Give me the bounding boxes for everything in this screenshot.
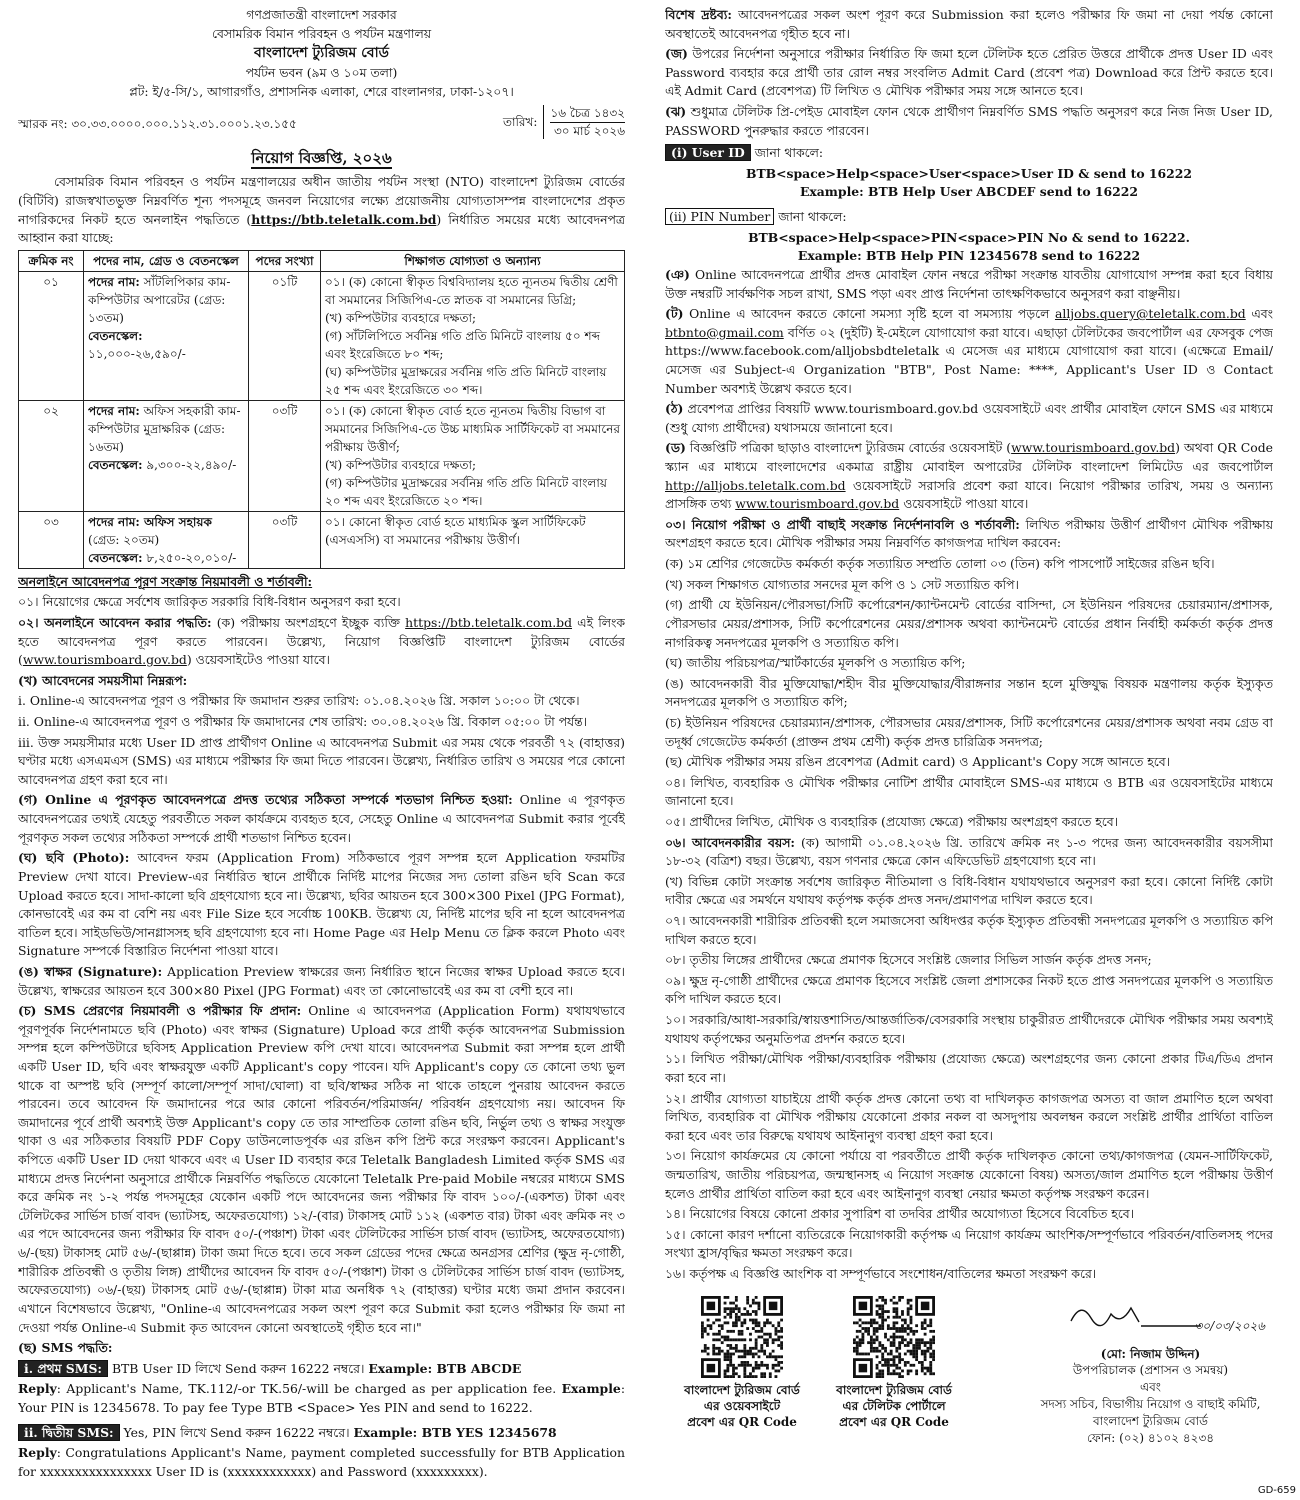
signatory-designation: উপপরিচালক (প্রশাসন ও সমন্বয়) [1072, 1363, 1229, 1378]
doc-item: (চ) ইউনিয়ন পরিষদের চেয়ারম্যান/প্রশাসক, পৌরসভার মেয়র/প্রশাসক, সিটি কর্পোরেশনের মেয়র/প্রশাসক অথবা নবম গ্রেড বা তদূর্ধ্ব গেজেটেড কর্মকর্তা (প্রাক্তন প্রথম শ্রেণী) কর্তৃক প্রদত্ত চারিত্রিক সনদপত্র; [665, 714, 1273, 749]
section-08: ০৮। তৃতীয় লিঙ্গের প্রার্থীদের ক্ষেত্রে প্রমাণক হিসেবে সংশ্লিষ্ট জেলার সিভিল সার্জন কর্তৃক প্রদত্ত সনদ; [665, 952, 1152, 968]
signature-date: ৩০/০৩/২০২৬ [1194, 1318, 1265, 1333]
sms-method-heading: (ছ) SMS পদ্ধতি: [18, 1340, 113, 1356]
table-row [19, 511, 625, 568]
qr-teletalk[interactable]: বাংলাদেশ ট্যুরিজম বোর্ড এর টেলিটক পোর্টালে প্রবেশ এর QR Code [825, 1296, 963, 1431]
table-row [19, 400, 625, 511]
qr-website[interactable]: বাংলাদেশ ট্যুরিজম বোর্ড এর ওয়েবসাইটে প্রবেশ এর QR Code [673, 1296, 811, 1431]
section-05: ০৫। প্রার্থীদের লিখিত, মৌখিক ও ব্যবহারিক (প্রযোজ্য ক্ষেত্রে) পরীক্ষায় অংশগ্রহণ করতে হবে। [665, 813, 1119, 829]
sms-first: i. প্রথম SMS: BTB User ID লিখে Send করুন 16222 নম্বরে। Example: BTB ABCDE [18, 1360, 625, 1379]
sms-second-label: ii. দ্বিতীয় SMS: [18, 1424, 120, 1441]
doc-item: (ক) ১ম শ্রেণির গেজেটেড কর্মকর্তা কর্তৃক সত্যায়িত সম্প্রতি তোলা ০৩ (তিন) কপি পাসপোর্ট সাইজের রঙিন ছবি। [665, 556, 1215, 572]
left-column [18, 6, 625, 1496]
section-12: ১২। প্রার্থীর যোগ্যতা যাচাইয়ে প্রার্থী কর্তৃক প্রদত্ত কোনো তথ্য বা দাখিলকৃত কাগজপত্র অসত্য বা জাল প্রমাণিত হলে অথবা লিখিত, ব্যবহারিক বা মৌখিক পরীক্ষায় যেকোনো প্রকার নকল বা অসদুপায় অবলম্বন করলে সংশ্লিষ্ট প্রার্থীর প্রার্থিতা বাতিল করা হবে এবং তার বিরুদ্ধে যথাযথ আইনানুগ ব্যবস্থা গ্রহণ করা হবে। [665, 1090, 1273, 1143]
row-qualification: ০১। (ক) কোনো স্বীকৃত বোর্ড হতে ন্যূনতম দ্বিতীয় বিভাগ বা সমমানের সিজিপিএ-তে উচ্চ মাধ্যমিক সার্টিফিকেট বা সমমানের পরীক্ষায় উত্তীর্ণ; (খ) কম্পিউটার ব্যবহারে দক্ষতা; (গ) কম্পিউটার মুদ্রাক্ষরের সর্বনিম্ন গতি প্রতি মিনিটে বাংলায় ২০ শব্দ এবং ইংরেজিতে ২০ শব্দ। [321, 400, 625, 511]
qr-code-icon [701, 1296, 783, 1378]
signatory-committee: সদস্য সচিব, বিভাগীয় নিয়োগ ও বাছাই কমিটি, [1040, 1397, 1261, 1411]
section-ta: (ট) Online এ আবেদন করতে কোনো সমস্যা সৃষ্টি হলে বা সমস্যায় পড়লে alljobs.query@teletalk.com.bd এবং btbnto@gmail.com বর্ণিত ০২ (দুইটি) ই-মেইলে যোগাযোগ করা যাবে। এছাড়া টেলিটকের জবপোর্টাল এর ফেসবুক পেজ https://www.facebook.com/alljobsbdteletalk এ মেসেজ এর মাধ্যমে যোগাযোগ করা যাবে। (এক্ষেত্রে Email/মেসেজ এর Subject-এ Organization "BTB", Post Name: ****, Applicant's User ID ও Contact Number অবশ্যই উল্লেখ করতে হবে। [665, 306, 1273, 396]
qr-code-icon [853, 1296, 935, 1378]
sms-second-reply: Reply: Congratulations Applicant's Name, payment completed successfully for BTB Application for xxxxxxxxxxxxxxxx User ID is (xxxxxxxxxxxx) and Password (xxxxxxxxx). [18, 1445, 625, 1479]
doc-item: (গ) প্রার্থী যে ইউনিয়ন/পৌরসভা/সিটি কর্পোরেশন/ক্যান্টনমেন্ট বোর্ডের বাসিন্দা, সে ইউনিয়ন পরিষদের চেয়ারম্যান/প্রশাসক, পৌরসভার মেয়র/প্রশাসক, সিটি কর্পোরেশনের মেয়র/প্রশাসক অথবা ক্যান্টনমেন্ট বোর্ডের প্রধান নির্বাহী কর্মকর্তা কর্তৃক প্রদত্ত নাগরিকত্ব সনদপত্রের মূলকপি ও সত্যায়িত কপি। [665, 597, 1273, 650]
row-serial: ০১ [19, 271, 84, 400]
th-post-name: পদের নাম, গ্রেড ও বেতনস্কেল [84, 250, 249, 271]
row-serial: ০৩ [19, 511, 84, 568]
section-ja: (জ) উপরের নির্দেশনা অনুসারে পরীক্ষার নির্ধারিত ফি জমা হলে টেলিটক হতে প্রেরিত উত্তরে প্রার্থীকে প্রদত্ত User ID এবং Password ব্যবহার করে প্রার্থী তার রোল নম্বর সংবলিত Admit Card (প্রবেশ পত্র) Download করে প্রিন্ট করতে হবে। এই Admit Card (প্রবেশপত্র) টি লিখিত ও মৌখিক পরীক্ষার সময় সঙ্গে আনতে হবে। [665, 46, 1273, 99]
date-box [543, 105, 625, 138]
section-03: ০৩। নিয়োগ পরীক্ষা ও প্রার্থী বাছাই সংক্রান্ত নির্দেশনাবলি ও শর্তাবলী: লিখিত পরীক্ষায় উত্তীর্ণ প্রার্থীগণ মৌখিক পরীক্ষায় অংশগ্রহণ করতে হবে। মৌখিক পরীক্ষার সময় নিম্নবর্ণিত কাগজপত্র দাখিল করবেন: [665, 516, 1273, 551]
section-14: ১৪। নিয়োগের বিষয়ে কোনো প্রকার সুপারিশ বা তদবির প্রার্থীর অযোগ্যতা হিসেবে বিবেচিত হবে। [665, 1206, 1135, 1222]
signature-block [1028, 1296, 1273, 1447]
section-06: ০৬। আবেদনকারীর বয়স: (ক) আগামী ০১.০৪.২০২৬ খ্রি. তারিখে ক্রমিক নং ১-৩ পদের জন্য আবেদনকারীর বয়সসীমা ১৮-৩২ (বত্রিশ) বছর। উল্লেখ্য, বয়স গণনার ক্ষেত্রে কোন এফিডেভিট গ্রহণযোগ্য হবে না। [665, 834, 1273, 869]
memo-row [18, 105, 625, 138]
doc-item: (ঘ) জাতীয় পরিচয়পত্র/স্মার্টকার্ডের মূলকপি ও সত্যায়িত কপি; [665, 655, 966, 671]
th-qualification: শিক্ষাগত যোগ্যতা ও অন্যান্য [321, 250, 625, 271]
section-09: ০৯। ক্ষুদ্র নৃ-গোষ্ঠী প্রার্থীদের ক্ষেত্রে প্রমাণক হিসেবে সংশ্লিষ্ট জেলা প্রশাসকের নিকট হতে প্রাপ্ত সনদপত্রের মূলকপি ও সত্যায়িত কপি দাখিল করতে হবে। [665, 972, 1273, 1007]
userid-known: (i) User ID জানা থাকলে: [665, 144, 1273, 163]
header-organization: বাংলাদেশ ট্যুরিজম বোর্ড [254, 45, 389, 62]
pin-command: BTB<space>Help<space>PIN<space>PIN No & send to 16222. [748, 229, 1190, 245]
rules-heading: অনলাইনে আবেদনপত্র পূরণ সংক্রান্ত নিয়মাবলী ও শর্তাবলী: [18, 573, 313, 589]
intro-link[interactable]: https://btb.teletalk.com.bd [251, 211, 437, 227]
table-row [19, 271, 625, 400]
signatory-org: বাংলাদেশ ট্যুরিজম বোর্ড [1093, 1413, 1208, 1428]
notice-title: নিয়োগ বিজ্ঞপ্তি, ২০২৬ [251, 148, 392, 167]
btb-email-link[interactable]: btbnto@gmail.com [665, 324, 784, 340]
rule-01: ০১। নিয়োগের ক্ষেত্রে সর্বশেষ জারিকৃত সরকারি বিধি-বিধান অনুসরণ করা হবে। [18, 594, 401, 610]
signatory-phone: ফোন: (০২) ৪১০২ ৪২৩৪ [1086, 1430, 1215, 1445]
row-count: ০১টি [249, 271, 321, 400]
website-link[interactable]: www.tourismboard.gov.bd [22, 652, 187, 668]
doc-item: (ছ) মৌখিক পরীক্ষার সময় রঙিন প্রবেশপত্র (Admit card) ও Applicant's Copy সঙ্গে আনতে হবে। [665, 754, 1171, 770]
header-building: পর্যটন ভবন (৯ম ও ১০ম তলা) [245, 65, 398, 81]
th-post-count: পদের সংখ্যা [249, 250, 321, 271]
office-header [18, 6, 625, 101]
date-bangla: ১৬ চৈত্র ১৪৩২ [550, 105, 625, 122]
signature-area [665, 1296, 1273, 1466]
special-note: বিশেষ দ্রষ্টব্য: আবেদনপত্রের সকল অংশ পূরণ করে Submission করা হলেও পরীক্ষার ফি জমা না দেয়া পর্যন্ত কোনো অবস্থাতেই আবেদনপত্র গৃহীত হবে না। [665, 7, 1273, 41]
deadline-start: i. Online-এ আবেদনপত্র পূরণ ও পরীক্ষার ফি জমাদান শুরুর তারিখ: ০১.০৪.২০২৬ খ্রি. সকাল ১০:০০ টা থেকে। [18, 693, 580, 709]
section-signature: (ঙ) স্বাক্ষর (Signature): Application Preview স্বাক্ষরের জন্য নির্ধারিত স্থানে নিজের স্বাক্ষর Upload করতে হবে। উল্লেখ্য, স্বাক্ষরের আয়তন হবে 300×80 Pixel (JPG Format) এবং তা কোনোভাবেই এর কম বা বেশী হবে না। [18, 963, 625, 998]
row-post: পদের নাম: অফিস সহকারী কাম-কম্পিউটার মুদ্রাক্ষরিক (গ্রেড: ১৬তম) বেতনস্কেল: ৯,৩০০-২২,৪৯০/- [84, 400, 249, 511]
section-ga: (গ) Online এ পূরণকৃত আবেদনপত্রে প্রদত্ত তথ্যের সঠিকতা সম্পর্কে শতভাগ নিশ্চিত হওয়া: Online এ পূরণকৃত আবেদনপত্রের তথ্যই যেহেতু পরবর্তীতে সকল কার্যক্রমে ব্যবহৃত হবে, সেহেতু Online এ আবেদনপত্র Submit করার পূর্বেই পূরণকৃত সকল তথ্যের সঠিকতা সম্পর্কে প্রার্থী শতভাগ নিশ্চিত হবেন। [18, 792, 625, 845]
section-10: ১০। সরকারি/আধা-সরকারি/স্বায়ত্তশাসিত/আন্তর্জাতিক/বেসরকারি সংস্থায় চাকুরীরত প্রার্থীদেরকে মৌখিক পরীক্ষার সময় অবশ্যই যথাযথ কর্তৃপক্ষের অনুমতিপত্র প্রদর্শন করতে হবে। [665, 1012, 1273, 1046]
doc-item: (ঙ) আবেদনকারী বীর মুক্তিযোদ্ধা/শহীদ বীর মুক্তিযোদ্ধার/বীরাঙ্গনার সন্তান হলে মুক্তিযুদ্ধ বিষয়ক মন্ত্রণালয় কর্তৃক ইস্যুকৃত সনদপত্রের মূলকপি ও সত্যায়িত কপি; [665, 675, 1273, 710]
pin-known: (ii) PIN Number জানা থাকলে: [665, 208, 1273, 227]
tourismboard-link[interactable]: www.tourismboard.gov.bd [1011, 440, 1176, 456]
signatory-and: এবং [1140, 1380, 1161, 1395]
doc-item: (খ) সকল শিক্ষাগত যোগ্যতার সনদের মূল কপি ও ১ সেট সত্যায়িত কপি। [665, 576, 1019, 592]
signatory-name: (মো: নিজাম উদ্দিন) [1100, 1346, 1201, 1361]
sms-first-reply: Reply: Applicant's Name, TK.112/-or TK.56/-will be charged as per application fee. Example: Your PIN is 12345678. To pay fee Type BTB <Space> Yes PIN and send to 16222. [18, 1381, 625, 1415]
section-16: ১৬। কর্তৃপক্ষ এ বিজ্ঞপ্তি আংশিক বা সম্পূর্ণভাবে সংশোধন/বাতিলের ক্ষমতা সংরক্ষণ করে। [665, 1266, 1097, 1281]
userid-example: Example: BTB Help User ABCDEF send to 16222 [799, 184, 1139, 200]
userid-command: BTB<space>Help<space>User<space>User ID & send to 16222 [745, 165, 1192, 181]
footer-code: GD-659 [1257, 1485, 1296, 1496]
deadline-heading: (খ) আবেদনের সময়সীমা নিম্নরূপ: [18, 672, 188, 688]
section-11: ১১। লিখিত পরীক্ষা/মৌখিক পরীক্ষা/ব্যবহারিক পরীক্ষায় (প্রযোজ্য ক্ষেত্রে) অংশগ্রহণের জন্য কোনো প্রকার টিএ/ডিএ প্রদান করা হবে না। [665, 1051, 1273, 1085]
section-jha: (ঝ) শুধুমাত্র টেলিটক প্রি-পেইড মোবাইল ফোন থেকে প্রার্থীগণ নিম্নবর্ণিত SMS পদ্ধতি অনুসরণ করে নিজ নিজ User ID, PASSWORD পুনরুদ্ধার করতে পারবেন। [665, 104, 1273, 138]
section-06-kha: (খ) বিভিন্ন কোটা সংক্রান্ত সর্বশেষ জারিকৃত নীতিমালা ও বিধি-বিধান যথাযথভাবে অনুসরণ করা হবে। কোনো নির্দিষ্ট কোটা দাবীর ক্ষেত্রে এর সমর্থনে যথাযথ কর্তৃপক্ষ কর্তৃক প্রদত্ত সনদ/প্রমাণপত্র দাখিল করতে হবে। [665, 873, 1273, 908]
posts-table-header [19, 250, 625, 271]
rule-02: ০২। অনলাইনে আবেদন করার পদ্ধতি: (ক) পরীক্ষায় অংশগ্রহণে ইচ্ছুক ব্যক্তি https://btb.teletalk.com.bd এই লিংক হতে আবেদনপত্র পূরণ করতে পারবেন। উল্লেখ্য, নিয়োগ বিজ্ঞপ্তিটি বাংলাদেশ ট্যুরিজম বোর্ডের (www.tourismboard.gov.bd) ওয়েবসাইটেও পাওয়া যাবে। [18, 614, 625, 668]
section-13: ১৩। নিয়োগ কার্যক্রমের যে কোনো পর্যায়ে বা পরবর্তীতে প্রার্থী কর্তৃক দাখিলকৃত কোনো তথ্য/কাগজপত্র (যেমন-সার্টিফিকেট, জন্মতারিখ, জাতীয় পরিচয়পত্র, জন্মস্থানসহ এ নিয়োগ সংক্রান্ত যেকোনো বিষয়) অসত্য/জাল প্রমাণিত হলে পরীক্ষায় উত্তীর্ণ হলেও প্রার্থীর প্রার্থিতা বাতিল করা হবে এবং আইনানুগ ব্যবস্থা নেয়ার ক্ষমতা কর্তৃপক্ষ সংরক্ষণ করেন। [665, 1148, 1273, 1201]
alljobs-link[interactable]: http://alljobs.teletalk.com.bd [665, 477, 846, 493]
section-sms-fee: (চ) SMS প্রেরণের নিয়মাবলী ও পরীক্ষার ফি প্রদান: Online এ আবেদনপত্র (Application Form) যথাযথভাবে পূরণপূর্বক নির্দেশনামতে ছবি (Photo) এবং স্বাক্ষর (Signature) Upload করে প্রার্থী কর্তৃক আবেদনপত্র Submission সম্পন্ন হলে কম্পিউটারে ছবিসহ Application Preview কপি দেখা যাবে। আবেদনপত্র Submit করা সম্পন্ন হলে প্রার্থী একটি User ID, ছবি এবং স্বাক্ষরযুক্ত একটি Applicant's copy পাবেন। যদি Applicant's copy তে কোনো তথ্য ভুল থাকে বা অস্পষ্ট ছবি (সম্পূর্ণ কালো/সম্পূর্ণ সাদা/ঘোলা) বা ছবি/স্বাক্ষর সঠিক না থাকে তাহলে পুনরায় আবেদন করতে পারবেন। তবে আবেদন ফি জমাদানের পরে আর কোনো পরিবর্তন/পরিমার্জন/ পরিবর্ধন গ্রহণযোগ্য নয়। আবেদন ফি জমাদানের পূর্বে প্রার্থী অবশ্যই উক্ত Applicant's copy তে তার সাম্প্রতিক তোলা রঙিন ছবি, নির্ভুল তথ্য ও স্বাক্ষর সংযুক্ত থাকা ও এর সঠিকতার বিষয়টি PDF Copy ডাউনলোডপূর্বক এর রঙিন কপি প্রিন্ট করে সংরক্ষণ করবেন। Applicant's কপিতে একটি User ID দেয়া থাকবে এবং এ User ID ব্যবহার করে Teletalk Bangladesh Limited কর্তৃক SMS এর মাধ্যমে প্রদত্ত নির্দেশনা অনুসারে প্রার্থীকে নিম্নবর্ণিত পদ্ধতিতে যেকোনো Teletalk Pre-paid Mobile নম্বরের মাধ্যমে SMS করে ক্রমিক নং ১-২ পর্যন্ত পদসমূহের যেকোন একটি পদে আবেদনের জন্য পরীক্ষার ফি বাবদ ১০০/-(একশত) টাকা এবং টেলিটকের সার্ভিস চার্জ বাবদ (ভ্যাটসহ, অফেরতযোগ্য) ১২/-(বার) টাকাসহ মোট ১১২ (একশত বার) টাকা এবং ক্রমিক নং ৩ এর পদে আবেদনের জন্য পরীক্ষার ফি বাবদ ৫০/-(পঞ্চাশ) টাকা এবং টেলিটকের সার্ভিস চার্জ বাবদ (ভ্যাটসহ, অফেরতযোগ্য) ৬/-(ছয়) টাকাসহ মোট ৫৬/-(ছাপ্পান্ন) টাকা জমা দিতে হবে। তবে সকল গ্রেডের পদের ক্ষেত্রে অনগ্রসর শ্রেণির (ক্ষুদ্র নৃ-গোষ্ঠী, শারীরিক প্রতিবন্ধী ও তৃতীয় লিঙ্গ) প্রার্থীদের আবেদন ফি বাবদ ৫০/-(পঞ্চাশ) টাকা ও টেলিটকের সার্ভিস চার্জ বাবদ (ভ্যাটসহ, অফেরতযোগ্য) ০৬/-(ছয়) টাকাসহ মোট ৫৬/-(ছাপ্পান্ন) টাকা মাত্র অনধিক ৭২ (বাহাত্তর) ঘণ্টার মধ্যে জমা প্রদান করবেন। এখানে বিশেষভাবে উল্লেখ্য, "Online-এ আবেদনপত্রের সকল অংশ পূরণ করে Submit করা হলেও পরীক্ষার ফি জমা না দেওয়া পর্যন্ত Online-এ Submit কৃত আবেদন কোনো অবস্থাতেই গৃহীত হবে না।" [18, 1003, 625, 1335]
sms-first-label: i. প্রথম SMS: [18, 1360, 108, 1377]
memo-number: স্মারক নং: ৩০.৩৩.০০০০.০০০.১১২.৩১.০০০১.২৩.১৫৫ [18, 117, 297, 132]
deadline-end: ii. Online-এ আবেদনপত্র পূরণ ও পরীক্ষার ফি জমাদানের শেষ তারিখ: ৩০.০৪.২০২৬ খ্রি. বিকাল ০৫:০০ টা পর্যন্ত। [18, 714, 588, 730]
section-15: ১৫। কোনো কারণ দর্শানো ব্যতিরেকে নিয়োগকারী কর্তৃপক্ষ এ নিয়োগ কার্যক্রম আংশিক/সম্পূর্ণভাবে পরিবর্তন/বাতিলসহ পদের সংখ্যা হ্রাস/বৃদ্ধির ক্ষমতা সংরক্ষণ করে। [665, 1226, 1273, 1261]
header-govt: গণপ্রজাতন্ত্রী বাংলাদেশ সরকার [246, 7, 397, 22]
section-da: (ড) বিজ্ঞপ্তিটি পত্রিকা ছাড়াও বাংলাদেশ ট্যুরিজম বোর্ডের ওয়েবসাইট (www.tourismboard.gov.bd) অথবা QR Code স্ক্যান এর মাধ্যমে বাংলাদেশের একমাত্র রাষ্ট্রীয় মোবাইল অপারেটর টেলিটক বাংলাদেশ লিমিটেড এর জবপোর্টাল http://alljobs.teletalk.com.bd ওয়েবসাইটে সরাসরি প্রবেশ করা যাবে। নিয়োগ পরীক্ষার তারিখ, সময় ও অন্যান্য প্রাসঙ্গিক তথ্য www.tourismboard.gov.bd ওয়েবসাইটে পাওয়া যাবে। [665, 440, 1273, 512]
right-column [665, 6, 1273, 1496]
section-04: ০৪। লিখিত, ব্যবহারিক ও মৌখিক পরীক্ষার নোটিশ প্রার্থীর মোবাইলে SMS-এর মাধ্যমে ও BTB এর ওয়েবসাইটের মাধ্যমে জানানো হবে। [665, 774, 1273, 809]
apply-link[interactable]: https://btb.teletalk.com.bd [405, 614, 573, 630]
date-english: ৩০ মার্চ ২০২৬ [553, 123, 625, 138]
tourismboard-link-2[interactable]: www.tourismboard.gov.bd [735, 496, 900, 512]
intro-paragraph: বেসামরিক বিমান পরিবহন ও পর্যটন মন্ত্রণালয়ের অধীন জাতীয় পর্যটন সংস্থা (NTO) বাংলাদেশ ট্যুরিজম বোর্ডের (বিটিবি) রাজস্বখাতভুক্ত নিম্নবর্ণিত শূন্য পদসমূহে জনবল নিয়োগের লক্ষ্যে প্রয়োজনীয় যোগ্যতাসম্পন্ন বাংলাদেশের প্রকৃত নাগরিকদের নিকট হতে অনলাইন পদ্ধতিতে (https://btb.teletalk.com.bd) নির্ধারিত সময়ের মধ্যে আবেদনপত্র আহ্বান করা যাচ্ছে: [18, 174, 625, 246]
deadline-fee: iii. উক্ত সময়সীমার মধ্যে User ID প্রাপ্ত প্রার্থীগণ Online এ আবেদনপত্র Submit এর সময় থেকে পরবর্তী ৭২ (বাহাত্তর) ঘণ্টার মধ্যে এসএমএস (SMS) এর মাধ্যমে পরীক্ষার ফি জমা দিতে পারবেন। উল্লেখ্য, নির্ধারিত তারিখ ও সময়ের পরে কোনো আবেদনপত্র গ্রহণ করা হবে না। [18, 734, 625, 787]
pin-label: (ii) PIN Number [665, 208, 774, 225]
pin-example: Example: BTB Help PIN 12345678 send to 16222 [797, 248, 1141, 264]
row-post: পদের নাম: সাঁটলিপিকার কাম-কম্পিউটার অপারেটর (গ্রেড: ১৩তম) বেতনস্কেল: ১১,০০০-২৬,৫৯০/- [84, 271, 249, 400]
date-label: তারিখ: [503, 115, 538, 130]
header-address: প্লট: ই/৫-সি/১, আগারগাঁও, প্রশাসনিক এলাকা, শেরে বাংলানগর, ঢাকা-১২০৭। [129, 83, 514, 99]
row-count: ০৩টি [249, 511, 321, 568]
row-count: ০৩টি [249, 400, 321, 511]
sms-second: ii. দ্বিতীয় SMS: Yes, PIN লিখে Send করুন 16222 নম্বরে। Example: BTB YES 12345678 [18, 1424, 625, 1443]
row-qualification: ০১। কোনো স্বীকৃত বোর্ড হতে মাধ্যমিক স্কুল সার্টিফিকেট (এসএসসি) বা সমমানের পরীক্ষায় উত্তীর্ণ। [321, 511, 625, 568]
row-post: পদের নাম: অফিস সহায়ক (গ্রেড: ২০তম) বেতনস্কেল: ৮,২৫০-২০,০১০/- [84, 511, 249, 568]
posts-table [18, 250, 625, 569]
section-nya: (ঞ) Online আবেদনপত্রে প্রার্থীর প্রদত্ত মোবাইল ফোন নম্বরে পরীক্ষা সংক্রান্ত যাবতীয় যোগাযোগ সম্পন্ন করা হবে বিধায় উক্ত নম্বরটি সার্বক্ষণিক সচল রাখা, SMS পড়া এবং প্রাপ্ত নির্দেশনা তাৎক্ষণিকভাবে অনুসরণ করা বাঞ্ছনীয়। [665, 266, 1273, 301]
row-qualification: ০১। (ক) কোনো স্বীকৃত বিশ্ববিদ্যালয় হতে ন্যূনতম দ্বিতীয় শ্রেণী বা সমমানের সিজিপিএ-তে স্নাতক বা সমমানের ডিগ্রি; (খ) কম্পিউটার ব্যবহারে দক্ষতা; (গ) সাঁটলিপিতে সর্বনিম্ন গতি প্রতি মিনিটে বাংলায় ৫০ শব্দ এবং ইংরেজিতে ৮০ শব্দ; (ঘ) কম্পিউটার মুদ্রাক্ষরের সর্বনিম্ন গতি প্রতি মিনিটে বাংলায় ২৫ শব্দ এবং ইংরেজিতে ৩০ শব্দ। [321, 271, 625, 400]
th-serial: ক্রমিক নং [19, 250, 84, 271]
section-photo: (ঘ) ছবি (Photo): আবেদন ফরম (Application From) সঠিকভাবে পূরণ সম্পন্ন হলে Application ফরমটির Preview দেখা যাবে। Preview-এর নির্ধারিত স্থানে প্রার্থীকে নির্দিষ্ট মাপের নিজের সদ্য তোলা রঙিন ছবি Scan করে Upload করতে হবে। সাদা-কালো ছবি গ্রহণযোগ্য হবে না। উল্লেখ্য, ছবির আয়তন হবে 300×300 Pixel (JPG Format), কোনভাবেই এর কম বা বেশি নয় এবং File Size হবে সর্বোচ্চ 100KB. উল্লেখ্য যে, নির্দিষ্ট মাপের ছবি না হলে আবেদনপত্র বাতিল হবে। সাইডভিউ/সানগ্লাসসহ ছবি গ্রহণযোগ্য হবে না। Home Page এর Help Menu তে ক্লিক করলে Photo এবং Signature সম্পর্কে বিস্তারিত নির্দেশনা পাওয়া যাবে। [18, 850, 625, 959]
section-tha: (ঠ) প্রবেশপত্র প্রাপ্তির বিষয়টি www.tourismboard.gov.bd ওয়েবসাইটে এবং প্রার্থীর মোবাইল ফোনে SMS এর মাধ্যমে (শুধু যোগ্য প্রার্থীদের) যথাসময়ে জানানো হবে। [665, 401, 1273, 435]
header-ministry: বেসামরিক বিমান পরিবহন ও পর্যটন মন্ত্রণালয় [211, 25, 432, 41]
section-07: ০৭। আবেদনকারী শারীরিক প্রতিবন্ধী হলে সমাজসেবা অধিদপ্তর কর্তৃক ইস্যুকৃত প্রতিবন্ধী সনদপত্রের মূলকপি ও সত্যায়িত কপি দাখিল করতে হবে। [665, 913, 1273, 947]
notice-title-wrap [18, 147, 625, 170]
row-serial: ০২ [19, 400, 84, 511]
signature-scribble [1028, 1296, 1273, 1346]
query-email-link[interactable]: alljobs.query@teletalk.com.bd [1054, 306, 1246, 322]
memo-dates [503, 105, 625, 138]
userid-label: (i) User ID [665, 144, 751, 161]
